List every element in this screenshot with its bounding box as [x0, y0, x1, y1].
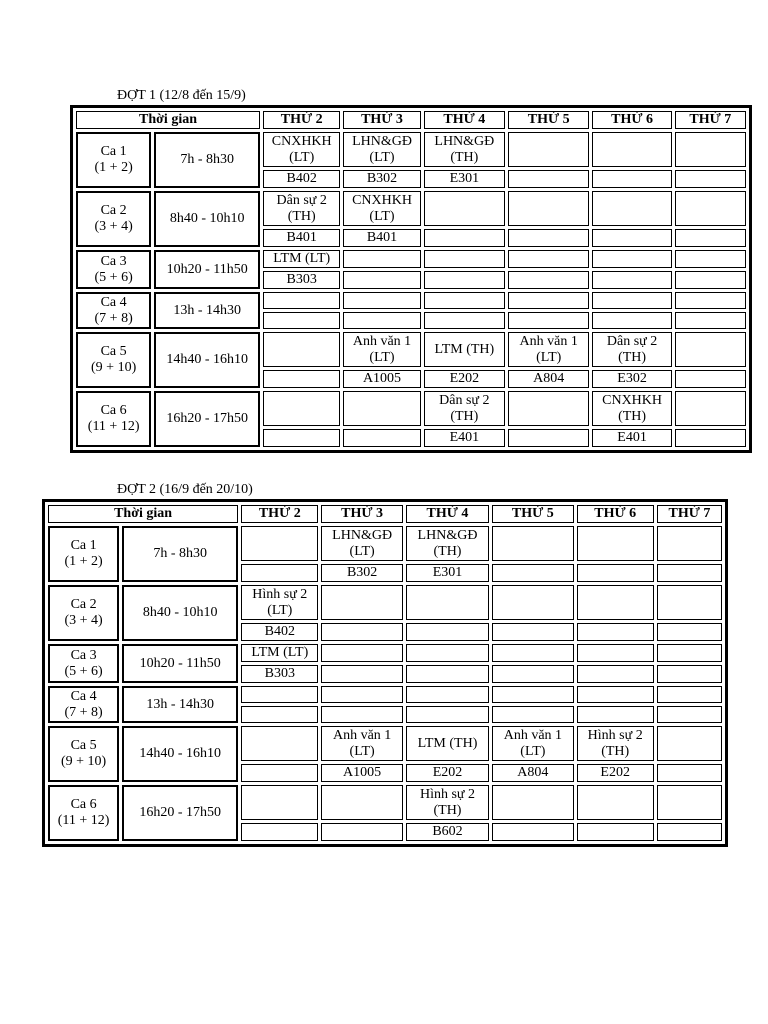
course-type: (TH)	[433, 802, 462, 818]
class-cell	[241, 785, 318, 820]
slot-row	[76, 332, 746, 367]
slot-periods: (11 + 12)	[57, 813, 110, 828]
room-cell: A1005	[321, 764, 402, 782]
room-cell	[321, 823, 402, 841]
room-cell	[343, 271, 420, 289]
room-cell	[492, 623, 573, 641]
course-type: (LT)	[369, 349, 395, 365]
course-type: (TH)	[450, 149, 479, 165]
class-cell	[406, 785, 489, 820]
course-name: LHN&GĐ	[434, 133, 495, 149]
slot-label	[76, 250, 151, 289]
day-header: THỨ 2	[241, 505, 318, 523]
day-header: THỨ 7	[657, 505, 722, 523]
slot-time: 14h40 - 16h10	[154, 332, 260, 388]
class-cell	[343, 292, 420, 309]
class-cell	[577, 526, 654, 561]
class-cell	[592, 132, 671, 167]
room-cell	[492, 706, 573, 723]
room-cell	[263, 312, 340, 329]
course-name: Hình sự 2	[587, 727, 643, 743]
slot-label	[48, 785, 119, 841]
class-cell	[343, 250, 420, 268]
class-cell	[508, 292, 589, 309]
room-cell	[577, 564, 654, 582]
room-cell: B402	[263, 170, 340, 188]
course-type: (TH)	[433, 543, 462, 559]
room-cell	[657, 564, 722, 582]
course-type: (LT)	[369, 208, 395, 224]
course-type: (TH)	[618, 349, 647, 365]
room-cell	[424, 312, 505, 329]
room-cell	[592, 229, 671, 247]
slot-name: Ca 4	[100, 294, 127, 310]
class-cell	[577, 644, 654, 662]
class-cell	[343, 332, 420, 367]
day-header: THỨ 3	[321, 505, 402, 523]
room-cell	[406, 623, 489, 641]
slot-label	[48, 686, 119, 723]
slot-label	[76, 132, 151, 188]
slot-name: Ca 2	[70, 597, 97, 612]
time-header: Thời gian	[76, 111, 260, 129]
room-cell	[343, 312, 420, 329]
class-cell	[321, 726, 402, 761]
class-cell	[657, 526, 722, 561]
course-name: LHN&GĐ	[417, 527, 478, 543]
room-cell: B402	[241, 623, 318, 641]
slot-time: 13h - 14h30	[122, 686, 238, 723]
class-cell	[424, 191, 505, 226]
period-2-title: ĐỢT 2 (16/9 đến 20/10)	[117, 482, 253, 497]
room-cell	[508, 229, 589, 247]
class-cell	[508, 250, 589, 268]
class-cell	[657, 585, 722, 620]
class-cell	[675, 332, 746, 367]
slot-periods: (7 + 8)	[94, 310, 133, 326]
header-row	[48, 505, 722, 523]
slot-periods: (1 + 2)	[64, 554, 103, 569]
room-cell: B401	[343, 229, 420, 247]
slot-label	[48, 585, 119, 641]
slot-time: 13h - 14h30	[154, 292, 260, 329]
class-cell	[577, 585, 654, 620]
room-cell: B303	[263, 271, 340, 289]
class-cell	[657, 785, 722, 820]
slot-time: 10h20 - 11h50	[154, 250, 260, 289]
slot-periods: (9 + 10)	[60, 754, 107, 769]
course-type: (LT)	[267, 602, 293, 618]
room-cell	[508, 271, 589, 289]
room-cell: A804	[492, 764, 573, 782]
room-cell	[492, 564, 573, 582]
course-type: (LT)	[369, 149, 395, 165]
course-type: (LT)	[349, 543, 375, 559]
slot-periods: (1 + 2)	[94, 160, 133, 175]
slot-name: Ca 5	[100, 344, 127, 359]
room-cell: A1005	[343, 370, 420, 388]
slot-time: 16h20 - 17h50	[122, 785, 238, 841]
class-cell	[675, 191, 746, 226]
room-cell	[508, 429, 589, 447]
room-cell	[657, 665, 722, 683]
room-cell	[321, 623, 402, 641]
class-cell	[263, 332, 340, 367]
slot-row	[48, 785, 722, 820]
room-cell: E401	[592, 429, 671, 447]
class-cell	[675, 250, 746, 268]
slot-name: Ca 1	[100, 144, 127, 159]
slot-row	[76, 292, 746, 309]
day-header: THỨ 6	[577, 505, 654, 523]
course-name: LTM (LT)	[251, 645, 309, 660]
slot-periods: (7 + 8)	[64, 704, 103, 720]
course-type: (TH)	[618, 408, 647, 424]
class-cell	[406, 585, 489, 620]
room-cell	[241, 823, 318, 841]
room-cell	[675, 271, 746, 289]
class-cell	[508, 391, 589, 426]
slot-row	[48, 726, 722, 761]
class-cell	[657, 644, 722, 662]
slot-row	[76, 191, 746, 226]
room-cell	[241, 564, 318, 582]
course-name: CNXHKH	[602, 392, 663, 408]
course-type: (TH)	[450, 408, 479, 424]
class-cell	[406, 644, 489, 662]
slot-row	[48, 686, 722, 703]
course-name: Anh văn 1	[519, 333, 578, 349]
room-cell: A804	[508, 370, 589, 388]
room-cell	[657, 764, 722, 782]
room-cell	[577, 706, 654, 723]
class-cell	[424, 132, 505, 167]
course-type: (LT)	[536, 349, 562, 365]
room-cell	[675, 429, 746, 447]
course-name: Anh văn 1	[352, 333, 412, 349]
course-name: CNXHKH	[271, 133, 332, 149]
slot-periods: (9 + 10)	[91, 360, 137, 375]
room-cell	[675, 229, 746, 247]
course-name: Hình sự 2	[252, 586, 308, 602]
class-cell	[592, 250, 671, 268]
class-cell	[592, 332, 671, 367]
room-cell	[424, 271, 505, 289]
class-cell	[577, 726, 654, 761]
room-cell: B401	[263, 229, 340, 247]
room-cell	[657, 623, 722, 641]
class-cell	[263, 292, 340, 309]
class-cell	[592, 191, 671, 226]
class-cell	[675, 391, 746, 426]
slot-name: Ca 4	[70, 688, 97, 704]
room-cell	[592, 170, 671, 188]
day-header: THỨ 5	[492, 505, 573, 523]
class-cell	[406, 686, 489, 703]
class-cell	[492, 526, 573, 561]
period-1-schedule-table	[70, 105, 752, 453]
slot-row	[48, 585, 722, 620]
slot-periods: (11 + 12)	[87, 419, 140, 434]
class-cell	[657, 726, 722, 761]
room-cell	[508, 170, 589, 188]
class-cell	[424, 332, 505, 367]
class-cell	[343, 132, 420, 167]
course-name: Hình sự 2	[419, 786, 476, 802]
slot-time: 8h40 - 10h10	[122, 585, 238, 641]
class-cell	[321, 526, 402, 561]
room-cell: B303	[241, 665, 318, 683]
slot-time: 8h40 - 10h10	[154, 191, 260, 247]
period-1-title: ĐỢT 1 (12/8 đến 15/9)	[117, 88, 246, 103]
room-cell	[592, 312, 671, 329]
day-header: THỨ 7	[675, 111, 746, 129]
room-cell	[657, 823, 722, 841]
course-name: LTM (TH)	[417, 735, 478, 751]
class-cell	[492, 785, 573, 820]
class-cell	[406, 726, 489, 761]
slot-time: 16h20 - 17h50	[154, 391, 260, 447]
class-cell	[241, 526, 318, 561]
room-cell	[577, 823, 654, 841]
class-cell	[492, 644, 573, 662]
class-cell	[263, 391, 340, 426]
time-header: Thời gian	[48, 505, 238, 523]
slot-name: Ca 6	[70, 797, 97, 812]
room-cell: E302	[592, 370, 671, 388]
class-cell	[241, 726, 318, 761]
class-cell	[343, 191, 420, 226]
class-cell	[492, 726, 573, 761]
room-cell	[241, 706, 318, 723]
room-cell: E301	[406, 564, 489, 582]
room-cell: B302	[343, 170, 420, 188]
class-cell	[241, 686, 318, 703]
day-header: THỨ 2	[263, 111, 340, 129]
class-cell	[675, 292, 746, 309]
slot-label	[76, 391, 151, 447]
slot-row	[76, 391, 746, 426]
class-cell	[577, 785, 654, 820]
slot-periods: (3 + 4)	[94, 219, 133, 234]
slot-label	[76, 292, 151, 329]
slot-time: 10h20 - 11h50	[122, 644, 238, 683]
room-cell: B302	[321, 564, 402, 582]
room-cell: B602	[406, 823, 489, 841]
class-cell	[263, 250, 340, 268]
slot-periods: (3 + 4)	[64, 613, 103, 628]
room-cell	[592, 271, 671, 289]
room-cell	[321, 665, 402, 683]
slot-label	[48, 726, 119, 782]
course-type: (TH)	[601, 743, 630, 759]
course-type: (LT)	[520, 743, 546, 759]
header-row	[76, 111, 746, 129]
class-cell	[406, 526, 489, 561]
room-cell	[241, 764, 318, 782]
slot-label	[48, 526, 119, 582]
class-cell	[321, 686, 402, 703]
course-name: Dân sự 2	[276, 192, 327, 208]
slot-time: 14h40 - 16h10	[122, 726, 238, 782]
class-cell	[263, 191, 340, 226]
course-name: LTM (TH)	[434, 341, 495, 357]
class-cell	[321, 785, 402, 820]
course-type: (TH)	[287, 208, 316, 224]
class-cell	[263, 132, 340, 167]
slot-row	[48, 526, 722, 561]
room-cell	[492, 823, 573, 841]
course-name: LTM (LT)	[273, 251, 331, 266]
slot-name: Ca 1	[70, 538, 97, 553]
slot-label	[76, 332, 151, 388]
course-type: (LT)	[289, 149, 315, 165]
course-name: Anh văn 1	[332, 727, 392, 743]
class-cell	[241, 585, 318, 620]
room-cell	[263, 370, 340, 388]
room-cell	[675, 312, 746, 329]
slot-name: Ca 2	[100, 203, 127, 218]
room-cell	[577, 623, 654, 641]
slot-name: Ca 5	[70, 738, 97, 753]
course-name: Dân sự 2	[439, 392, 490, 408]
room-cell	[343, 429, 420, 447]
class-cell	[321, 585, 402, 620]
class-cell	[577, 686, 654, 703]
room-cell: E401	[424, 429, 505, 447]
slot-row	[48, 644, 722, 662]
course-name: Anh văn 1	[503, 727, 563, 743]
day-header: THỨ 6	[592, 111, 671, 129]
slot-name: Ca 3	[100, 253, 127, 269]
class-cell	[492, 686, 573, 703]
room-cell	[675, 370, 746, 388]
room-cell	[406, 665, 489, 683]
class-cell	[492, 585, 573, 620]
course-name: CNXHKH	[352, 192, 412, 208]
room-cell	[508, 312, 589, 329]
class-cell	[508, 191, 589, 226]
slot-label	[76, 191, 151, 247]
class-cell	[424, 250, 505, 268]
class-cell	[675, 132, 746, 167]
slot-time: 7h - 8h30	[122, 526, 238, 582]
room-cell	[675, 170, 746, 188]
class-cell	[424, 292, 505, 309]
slot-time: 7h - 8h30	[154, 132, 260, 188]
day-header: THỨ 3	[343, 111, 420, 129]
slot-periods: (5 + 6)	[64, 663, 103, 679]
class-cell	[592, 292, 671, 309]
class-cell	[592, 391, 671, 426]
room-cell: E202	[424, 370, 505, 388]
room-cell	[657, 706, 722, 723]
slot-label	[48, 644, 119, 683]
course-type: (LT)	[349, 743, 375, 759]
slot-name: Ca 3	[70, 647, 97, 663]
class-cell	[241, 644, 318, 662]
class-cell	[321, 644, 402, 662]
class-cell	[508, 132, 589, 167]
room-cell	[321, 706, 402, 723]
slot-name: Ca 6	[100, 403, 127, 418]
course-name: Dân sự 2	[606, 333, 658, 349]
day-header: THỨ 4	[424, 111, 505, 129]
room-cell	[406, 706, 489, 723]
day-header: THỨ 5	[508, 111, 589, 129]
course-name: LHN&GĐ	[352, 133, 412, 149]
day-header: THỨ 4	[406, 505, 489, 523]
slot-periods: (5 + 6)	[94, 269, 133, 285]
room-cell: E202	[406, 764, 489, 782]
room-cell	[492, 665, 573, 683]
class-cell	[424, 391, 505, 426]
class-cell	[343, 391, 420, 426]
slot-row	[76, 132, 746, 167]
period-2-schedule-table	[42, 499, 728, 847]
class-cell	[508, 332, 589, 367]
room-cell	[577, 665, 654, 683]
course-name: LHN&GĐ	[332, 527, 393, 543]
slot-row	[76, 250, 746, 268]
room-cell	[263, 429, 340, 447]
room-cell: E301	[424, 170, 505, 188]
room-cell: E202	[577, 764, 654, 782]
room-cell	[424, 229, 505, 247]
class-cell	[657, 686, 722, 703]
